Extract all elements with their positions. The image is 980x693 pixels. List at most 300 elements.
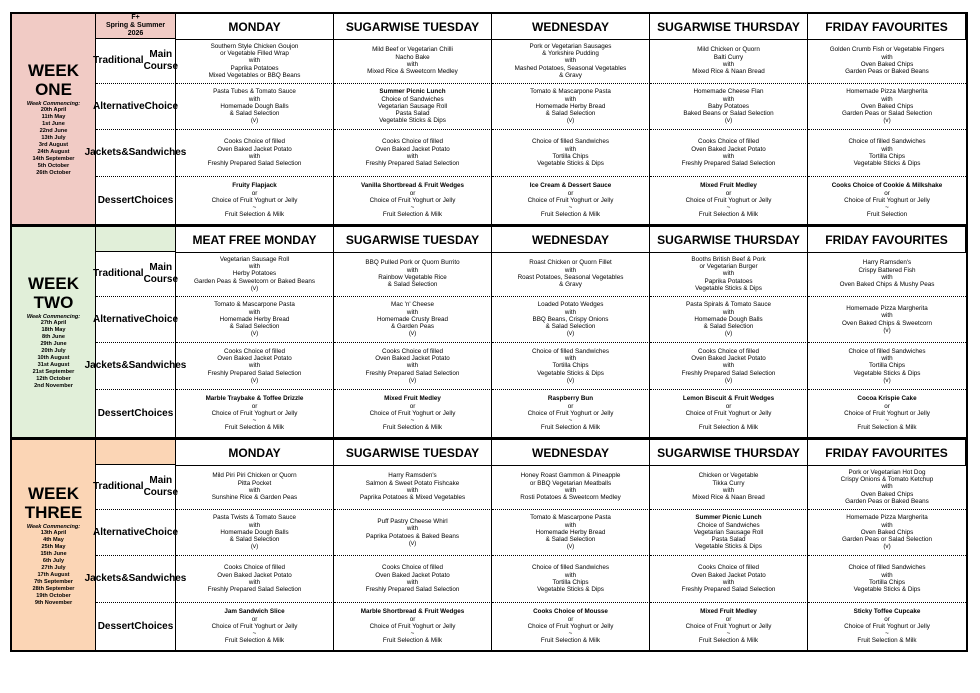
menu-line: Mashed Potatoes, Seasonal Vegetables (514, 64, 627, 72)
menu-cell-main (808, 465, 966, 510)
menu-cell-alt (176, 510, 334, 556)
menu-line: Loaded Potato Wedges (537, 301, 604, 309)
menu-line: Lemon Biscuit & Fruit Wedges (682, 395, 775, 403)
menu-cell-dessert (334, 177, 492, 224)
menu-line: Fruit Selection & Milk (698, 424, 759, 432)
row-label-line: Sandwiches (128, 360, 187, 371)
menu-line: (v) (250, 284, 259, 292)
menu-cell-main (808, 39, 966, 84)
menu-line: Vegetarian Sausage Roll (219, 255, 290, 263)
row-label-dessert (96, 390, 176, 437)
week-date: 29th June (40, 341, 67, 347)
menu-line: (v) (408, 539, 417, 547)
menu-line: with (406, 579, 419, 586)
menu-line: Oven Baked Chips & Sweetcorn (842, 319, 932, 327)
day-header: SUGARWISE THURSDAY (650, 440, 808, 466)
menu-line: Oven Baked Jacket Potato (691, 571, 766, 579)
menu-line: with (564, 145, 577, 153)
menu-line: with (406, 362, 419, 370)
menu-line: or (884, 615, 890, 623)
week-date: 27th July (41, 564, 66, 571)
menu-line: Mixed Vegetables or BBQ Beans (208, 71, 301, 79)
menu-line: Herby Potatoes (232, 270, 277, 278)
menu-cell-dessert (808, 390, 966, 437)
menu-line: Mac 'n' Cheese (390, 301, 434, 309)
menu-line: Oven Baked Jacket Potato (375, 145, 450, 153)
menu-line: Oven Baked Jacket Potato (375, 571, 450, 579)
menu-line: Tomato & Mascarpone Pasta (530, 88, 611, 96)
week-label (12, 227, 96, 437)
row-label-line: Dessert (97, 620, 135, 632)
menu-line: Fruit Selection & Milk (382, 637, 443, 645)
menu-line: Oven Baked Chips (860, 490, 914, 498)
row-label-line: Alternative (92, 100, 145, 112)
week-date: 10th August (37, 355, 70, 361)
row-label-line: Traditional (93, 268, 144, 279)
menu-line: Fruit Selection & Milk (382, 424, 443, 432)
week-date: 7th September (34, 578, 73, 585)
menu-line: Choice of Fruit Yoghurt or Jelly (211, 622, 298, 630)
menu-line: Pasta Salad (711, 536, 746, 544)
menu-line: with (722, 153, 735, 160)
menu-cell-alt (492, 297, 650, 343)
week-date: 18th May (41, 327, 66, 333)
menu-line: Mild Chicken or Quorn (697, 46, 760, 54)
menu-line: Fruit Selection & Milk (540, 211, 601, 219)
menu-line: or (567, 402, 574, 410)
menu-line: Cooks Choice of filled (382, 564, 443, 572)
menu-line: Homemade Dough Balls (220, 102, 289, 110)
menu-line: (v) (566, 117, 575, 125)
row-label-line: Choices (134, 407, 174, 419)
menu-cell-alt (650, 510, 808, 556)
day-header: SUGARWISE THURSDAY (650, 14, 808, 40)
menu-line: with (881, 312, 893, 320)
menu-cell-dessert (492, 390, 650, 437)
menu-line: or Vegetarian Burger (699, 263, 758, 271)
menu-cell-main (650, 252, 808, 297)
menu-cell-jackets (650, 130, 808, 177)
menu-line: Tikka Curry (712, 479, 745, 487)
menu-line: & Yorkshire Pudding (542, 50, 599, 58)
menu-line: & Salad Selection (703, 323, 754, 331)
menu-line: Cooks Choice of filled (224, 564, 285, 572)
menu-line: (v) (250, 543, 259, 551)
week-commencing-label: Week Commencing: (26, 523, 81, 530)
row-label-jackets (84, 343, 187, 390)
week-date: 11th May (41, 114, 66, 120)
menu-line: Choice of filled Sandwiches (531, 347, 609, 355)
season-cell (96, 440, 176, 465)
menu-line: (v) (408, 330, 417, 338)
menu-line: Oven Baked Chips (860, 61, 914, 68)
menu-cell-jackets (176, 343, 334, 390)
menu-line: Freshly Prepared Salad Selection (681, 586, 776, 594)
menu-line: Choice of Fruit Yoghurt or Jelly (844, 622, 930, 630)
menu-line: Freshly Prepared Salad Selection (207, 586, 302, 594)
week-date: 4th May (43, 536, 64, 543)
menu-line: Pork or Vegetarian Sausages (529, 42, 612, 50)
menu-line: Tortilla Chips (552, 362, 589, 370)
menu-cell-jackets (808, 343, 966, 390)
menu-line: Tortilla Chips (552, 153, 589, 160)
menu-line: Fruit Selection & Milk (857, 637, 917, 645)
menu-line: or (725, 189, 732, 197)
menu-line: Roast Potatoes, Seasonal Vegetables (517, 274, 624, 281)
menu-line: Vegetable Sticks & Dips (537, 160, 604, 168)
menu-line: Vegetable Sticks & Dips (537, 369, 604, 377)
menu-line: Mixed Fruit Medley (384, 395, 441, 403)
menu-cell-alt (808, 510, 966, 556)
menu-line: Choice of Fruit Yoghurt or Jelly (685, 409, 772, 417)
menu-line: & Salad Selection (229, 536, 280, 544)
menu-line: (v) (408, 376, 417, 384)
menu-line: Vegetable Sticks & Dips (379, 117, 446, 125)
row-label-main (93, 465, 179, 510)
menu-line: ~ (726, 417, 731, 425)
menu-line: with (564, 487, 577, 494)
menu-line: Sticky Toffee Cupcake (853, 608, 921, 616)
menu-line: ~ (252, 630, 257, 638)
menu-line: Crispy Battered Fish (858, 266, 916, 274)
menu-line: Choice of filled Sandwiches (531, 564, 609, 572)
menu-line: Garden Peas or Salad Selection (842, 536, 932, 544)
menu-line: Mixed Rice & Naan Bread (692, 494, 765, 502)
menu-line: & Garden Peas (390, 323, 435, 331)
menu-line: with (248, 521, 261, 529)
week-label (12, 14, 96, 224)
menu-line: with (564, 308, 577, 316)
menu-line: with (881, 274, 893, 281)
menu-line: Summer Picnic Lunch (379, 88, 446, 96)
menu-cell-dessert (176, 603, 334, 650)
menu-cell-jackets (492, 130, 650, 177)
menu-line: & Gravy (559, 71, 582, 79)
season-label: Spring & Summer (105, 22, 166, 29)
menu-line: with (881, 95, 893, 103)
menu-line: or BBQ Vegetarian Meatballs (529, 479, 612, 487)
menu-line: Fruit Selection & Milk (857, 424, 917, 432)
day-header: WEDNESDAY (492, 227, 650, 253)
menu-line: or (725, 402, 732, 410)
menu-line: Oven Baked Chips & Mushy Peas (839, 281, 935, 289)
menu-line: & Salad Selection (229, 110, 280, 118)
menu-line: & Salad Selection (545, 536, 596, 544)
week-date: 17th August (37, 571, 70, 578)
menu-line: Booths British Beef & Pork (691, 255, 766, 263)
week-date: 8th June (41, 334, 65, 340)
season-cell (96, 227, 176, 252)
menu-line: with (564, 571, 577, 579)
menu-cell-main (492, 252, 650, 297)
day-header: FRIDAY FAVOURITES (808, 440, 966, 466)
menu-line: with (248, 95, 261, 103)
menu-line: ~ (726, 630, 731, 638)
menu-cell-dessert (650, 177, 808, 224)
row-label-line: Sandwiches (128, 147, 187, 158)
menu-line: with (248, 57, 261, 65)
menu-cell-jackets (334, 343, 492, 390)
menu-line: Paprika Potatoes & Baked Beans (365, 532, 460, 540)
week-date: 25th May (41, 543, 66, 550)
menu-line: (v) (883, 326, 891, 334)
menu-cell-alt (808, 84, 966, 130)
season-label: F+ (131, 14, 140, 21)
menu-line: (v) (883, 543, 891, 551)
menu-cell-jackets (176, 130, 334, 177)
menu-line: Homemade Pizza Margherita (846, 88, 928, 96)
menu-line: Freshly Prepared Salad Selection (365, 369, 460, 377)
menu-line: Nacho Bake (395, 53, 430, 61)
menu-cell-main (176, 465, 334, 510)
row-label-jackets (84, 130, 187, 177)
menu-line: with (406, 487, 419, 494)
menu-line: or (409, 615, 416, 623)
week-date: 1st June (42, 121, 65, 127)
menu-line: with (722, 308, 735, 316)
menu-line: Tortilla Chips (868, 362, 906, 370)
menu-line: with (406, 308, 419, 316)
menu-line: or Vegetable Filled Wrap (220, 50, 289, 58)
menu-line: Pasta Spirals & Tomato Sauce (686, 301, 771, 309)
row-label-main (93, 252, 179, 297)
week-date: 24th August (37, 149, 70, 155)
menu-line: Marble Traybake & Toffee Drizzle (205, 395, 304, 403)
menu-line: Oven Baked Jacket Potato (217, 571, 292, 579)
menu-line: Choice of Fruit Yoghurt or Jelly (211, 409, 298, 417)
menu-cell-alt (334, 297, 492, 343)
season-cell (96, 14, 176, 39)
menu-line: Freshly Prepared Salad Selection (681, 369, 776, 377)
menu-line: Cocoa Krispie Cake (857, 395, 917, 403)
menu-line: with (248, 263, 261, 271)
menu-line: Choice of filled Sandwiches (848, 564, 926, 572)
day-header: SUGARWISE TUESDAY (334, 440, 492, 466)
menu-line: Harry Ramsden's (862, 259, 912, 267)
week-date: 26th October (36, 170, 71, 176)
week-date: 9th November (34, 599, 73, 606)
row-label-line: Main Course (143, 262, 179, 285)
menu-line: with (406, 61, 419, 68)
menu-line: ~ (568, 204, 573, 212)
menu-line: Freshly Prepared Salad Selection (681, 160, 776, 168)
row-label-line: Choice (144, 313, 179, 325)
menu-line: Vegetable Sticks & Dips (537, 586, 604, 594)
menu-line: Pasta Salad (395, 110, 430, 118)
menu-line: or (251, 615, 258, 623)
row-label-line: & (121, 573, 129, 584)
menu-line: or (409, 402, 416, 410)
menu-cell-dessert (334, 390, 492, 437)
menu-line: ~ (885, 417, 889, 425)
menu-line: Cooks Choice of Mousse (533, 608, 608, 616)
menu-line: Oven Baked Chips (860, 102, 914, 110)
menu-line: Garden Peas or Baked Beans (845, 68, 929, 76)
menu-line: Homemade Pizza Margherita (846, 514, 928, 522)
menu-cell-jackets (650, 556, 808, 603)
menu-line: Fruit Selection & Milk (382, 211, 443, 219)
menu-cell-dessert (808, 177, 966, 224)
week-commencing-label: Week Commencing: (26, 101, 81, 107)
menu-line: with (248, 487, 261, 494)
week-date: 22nd June (39, 128, 68, 134)
row-label-line: Alternative (92, 526, 145, 538)
menu-line: Marble Shortbread & Fruit Wedges (360, 608, 465, 616)
menu-cell-main (334, 252, 492, 297)
row-label-line: & (121, 147, 129, 158)
week-commencing-label: Week Commencing: (26, 314, 81, 320)
row-label-line: Jackets (84, 360, 122, 371)
menu-cell-main (176, 39, 334, 84)
week-date: 28th September (32, 585, 75, 592)
week-3-section (10, 437, 968, 652)
menu-line: Fruit Selection & Milk (224, 211, 285, 219)
menu-line: Chicken or Vegetable (698, 472, 759, 480)
menu-line: with (722, 95, 735, 103)
row-label-line: Dessert (97, 407, 135, 419)
menu-cell-main (176, 252, 334, 297)
season-label: 2026 (127, 30, 144, 37)
menu-line: with (248, 308, 261, 316)
menu-cell-main (650, 465, 808, 510)
week-2-section (10, 224, 968, 437)
row-label-line: Alternative (92, 313, 145, 325)
row-label-main (93, 39, 179, 84)
menu-cell-dessert (650, 390, 808, 437)
menu-line: Choice of Fruit Yoghurt or Jelly (527, 622, 614, 630)
menu-cell-jackets (492, 343, 650, 390)
menu-line: with (406, 525, 419, 533)
menu-line: Oven Baked Jacket Potato (375, 355, 450, 363)
menu-line: (v) (883, 117, 891, 125)
menu-line: Homemade Herby Bread (219, 315, 290, 323)
menu-line: ~ (410, 204, 415, 212)
week-date: 12th October (36, 376, 71, 382)
menu-line: Fruit Selection & Milk (698, 637, 759, 645)
menu-line: BBQ Beans, Crispy Onions (532, 315, 609, 323)
menu-cell-main (334, 465, 492, 510)
menu-cell-dessert (492, 603, 650, 650)
menu-line: Vegetarian Sausage Roll (693, 528, 764, 536)
menu-line: Mixed Fruit Medley (700, 182, 757, 190)
menu-line: or (567, 615, 574, 623)
menu-line: Oven Baked Chips (860, 528, 914, 536)
row-label-line: Main Course (143, 49, 179, 72)
menu-line: with (881, 53, 893, 61)
menu-line: ~ (252, 204, 257, 212)
menu-cell-dessert (808, 603, 966, 650)
menu-line: Freshly Prepared Salad Selection (207, 160, 302, 168)
menu-line: Golden Crumb Fish or Vegetable Fingers (829, 46, 945, 54)
menu-line: & Salad Selection (545, 323, 596, 331)
menu-cell-alt (650, 84, 808, 130)
menu-cell-main (492, 465, 650, 510)
row-label-alt (92, 510, 179, 556)
menu-line: Fruit Selection & Milk (698, 211, 759, 219)
menu-line: with (564, 355, 577, 363)
menu-line: with (722, 61, 735, 68)
week-date: 13th July (41, 135, 66, 141)
menu-line: ~ (568, 630, 573, 638)
menu-line: Choice of Fruit Yoghurt or Jelly (844, 409, 930, 417)
menu-line: with (248, 362, 261, 370)
menu-line: Cooks Choice of filled (698, 138, 759, 146)
menu-line: Roast Chicken or Quorn Fillet (529, 259, 612, 267)
week-date: 20th April (40, 107, 67, 113)
menu-line: Vegetarian Sausage Roll (377, 102, 448, 110)
week-date: 6th July (42, 557, 65, 564)
row-label-line: Jackets (84, 147, 122, 158)
menu-line: Salmon & Sweet Potato Fishcake (365, 479, 460, 487)
menu-line: Mixed Rice & Sweetcorn Medley (367, 68, 458, 76)
menu-line: Vanilla Shortbread & Fruit Wedges (360, 182, 465, 190)
menu-cell-alt (176, 84, 334, 130)
menu-line: Vegetable Sticks & Dips (695, 543, 762, 551)
menu-line: Garden Peas or Baked Beans (845, 497, 929, 505)
menu-line: Tortilla Chips (868, 153, 906, 160)
menu-cell-jackets (176, 556, 334, 603)
menu-line: (v) (250, 376, 259, 384)
row-label-line: Dessert (97, 194, 135, 206)
menu-line: Choice of Sandwiches (381, 95, 444, 103)
menu-line: Mild Beef or Vegetarian Chilli (372, 46, 453, 54)
menu-line: Vegetable Sticks & Dips (853, 160, 921, 168)
menu-line: with (406, 153, 419, 160)
menu-line: Oven Baked Jacket Potato (691, 145, 766, 153)
menu-line: with (722, 579, 735, 586)
menu-line: or (251, 189, 258, 197)
menu-line: or (251, 402, 258, 410)
day-header: MEAT FREE MONDAY (176, 227, 334, 253)
menu-line: Tortilla Chips (868, 579, 906, 586)
menu-cell-dessert (176, 390, 334, 437)
menu-cell-alt (334, 84, 492, 130)
menu-cell-alt (492, 84, 650, 130)
week-title: WEEK (28, 274, 79, 293)
row-label-jackets (84, 556, 187, 603)
menu-line: Paprika Potatoes (230, 64, 279, 72)
menu-line: Raspberry Bun (547, 395, 594, 403)
menu-cell-jackets (808, 130, 966, 177)
menu-line: Cooks Choice of filled (224, 347, 285, 355)
menu-line: Fruity Flapjack (232, 182, 277, 190)
menu-line: Choice of filled Sandwiches (848, 347, 926, 355)
menu-line: Cooks Choice of filled (698, 564, 759, 572)
day-header: MONDAY (176, 14, 334, 40)
menu-line: Choice of Sandwiches (697, 521, 760, 529)
menu-line: Mixed Fruit Medley (700, 608, 757, 616)
menu-line: Choice of Fruit Yoghurt or Jelly (211, 196, 298, 204)
menu-line: Vegetable Sticks & Dips (695, 284, 762, 292)
row-label-line: Sandwiches (128, 573, 187, 584)
week-date: 20th July (41, 348, 66, 354)
menu-line: Rainbow Vegetable Rice (378, 274, 447, 281)
day-header: FRIDAY FAVOURITES (808, 14, 966, 40)
menu-line: with (881, 483, 893, 491)
menu-line: Choice of Fruit Yoghurt or Jelly (527, 196, 614, 204)
row-label-line: Choices (134, 194, 174, 206)
menu-line: Homemade Pizza Margherita (846, 304, 928, 312)
week-date: 14th September (32, 156, 75, 162)
menu-line: ~ (410, 630, 415, 638)
menu-line: ~ (885, 204, 889, 212)
menu-line: Jam Sandwich Slice (224, 608, 285, 616)
menu-cell-jackets (334, 556, 492, 603)
menu-line: with (881, 571, 893, 579)
menu-cell-main (650, 39, 808, 84)
menu-line: Choice of Fruit Yoghurt or Jelly (369, 409, 456, 417)
menu-line: with (722, 270, 735, 278)
